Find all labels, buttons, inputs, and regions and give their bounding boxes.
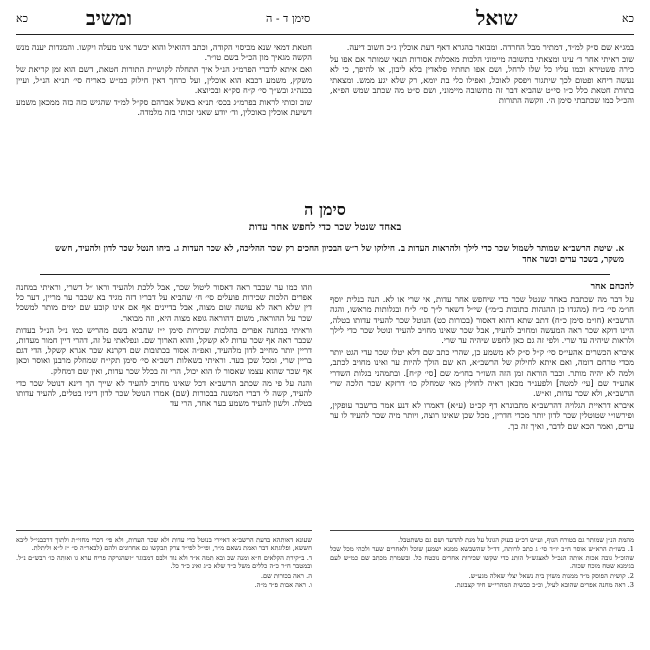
siman-summary <box>40 244 624 266</box>
footnote: 1. בשו״ת הרא״ש אוסר ח״ב יו״ד סי׳ ג כתב לרותה, דד״ל שהשבשא ממנא ישמען שוכל ולאחרים שער ולכהי מכל שכל שהוכ״ל גובה אכות אותה הנכ״ל לאצגש״ל הותנ כדי שקשו שכירות אחרים נוכטח כל. ובשמרת מכתב שם כמ״ש לעם בגימנא שטח מוכח שכוה. <box>330 545 634 571</box>
footnote: ד. ב״קירת הקלאים ח״א ומנה שכ ובא תמה א״ד ולא נוד ולבס דמבוגר ״זשהגרקה פריח ערא גו ואותה כו׳ רבש״ם נ״ל. ובמטבר ח״ר כ״ה כללים משל כ״ד שלא כ״ג ואינ כ״ד כל. <box>16 553 312 571</box>
paragraph: על דבר מה שכתבת באחד שנטל שכר כדי שיחפש אחר עדות, אי שרי או לא. הנה בנלית יוסף חו״מ סי׳ כ״ח (מהגדו כן ההגהות כתובות ב״מ״) שי״ל דשאר ל״ך סי׳ ל״ח ובגלותות מראשו, והגה הרשב״א (חו״מ סימן כ״ח) דתב שתא דהוא דאסור (בכורות כט) הנוטל שכר להעיד עדותו בטלה, היינו דוקא שכר ראה המעשה ומחויב להעיד, אבל שכר שאינו מחויב להעיד ונוטל שכר כדי לילך ולראות שיהיה עד שרי. ולפי זה גם כאן לחפש שיהיה עד שרי. <box>330 294 634 346</box>
paragraph: איברא דראיית הגלויה דהרשב״א מתבונרא דף קכ״ט (ע״א) דאמרו לא דנע אמר ברשבר עופקין, ופירשו״י שטוטלין שכר לדון יותר מכדי חדרין, מכל שכן שאינו רוצה, ויותר מיה שכר להעיד לו ער עדים, ואמר הכא שם לדבר, ואיך זה כך. <box>330 400 634 431</box>
footnote: 2. קושית הפוסק מ״ד ממנות משוין בית נשאל יצלי שאלה מגע״ש. <box>468 571 634 580</box>
footnote: ו. ראה אבות פ״ד מ״ה. <box>254 581 312 590</box>
paragraph: וראיתי במחנה אפרים בהלכות שכירות סימן י״ז שהביא בשם מהריש כמו נ״ל הנ״ל בעדות שכבר ראה אף שכר עדות לא קשקל, והוא הארוך שם. ונפלאתי על זה, דהרי דיין חמור מעדות, דריין יותר מחייב לדון מלהעיד, ואפ״ה אסור בכתובות שם דקרנא שכר אגרא קשקל, הדי דגם בריין שרי, ומכל שכן בעד. וראיתי בשאלות רשב״א סי׳ סימן תקי״ח שמחלק מרבנן ואוסר וכאן אף שכר שהוא עצמו שאסור לו הוא יכול, הרי זה בכלל שכר עדות, ואין שם דמחלק. <box>16 324 312 376</box>
paragraph: וזהו כמו ער שכבר ראה דאסור ליטול שכר, אבל ללכת ולהעיד וראו ״ל דשרי, וראיתי במחנה אפרים הלכות שכירות פועלים סי׳ ח׳ שהביא על דבריו דזה מגיד בא שכבר ער מריין, דער כל דין שלא ראה לא עושה שום מצוה, אבל בדיינים אף אם אינו קובע שם ימים מותר למשכל שכר על ההוראה, משום דהוראה גופא מצוה היא, וזה מבואר. <box>16 282 312 323</box>
body-left-column <box>16 282 312 522</box>
header-section-ref: סימן ד - ה <box>266 12 311 25</box>
footnote: שעונא דאותהא בדעת הרשב״א דאיירי בנוטל כדי עדות ולא שכר העדות, ולא פי׳ דכרי מחזי״ת ולתוך דרכבני״ל ליבא חששא, ופלוגתא דבר ואמת נשאם מ״ר, ופי״ל לפי״ד צרק תבקשו גם אחרונים ולהם (לבאר״ה ס״ ״ז ל״א וליתלת. <box>16 536 312 553</box>
header-rule <box>16 34 634 35</box>
footnote: מהמת הנ״ן שמותר גם בטורח הגוף, וע״ש דכ״ע בעוק הגונל על מנת להדעד ושם גם טשתטבל. <box>397 536 634 544</box>
footnotes-left <box>16 536 312 642</box>
footnote: 3. ראה מחנה אפרים שהובא לעיל, וכ״כ כבשית המהרי״ש חיד קצבונת. <box>454 581 634 590</box>
summary-line: א. שיטת הרשב״א שמותר לשמול שכר כדי לילך ולהראות העדות ב. חילוקו של ר״ש הבכיון החכים רק שכר ההליכה, לא שכר העדות ג. ביחו הנטל שכר לדון ולהעיד, חשש משקר, בשכר עדים וכשר אחד <box>55 244 624 265</box>
siman-title: סימן ה <box>304 200 346 219</box>
body-right-column <box>330 282 634 522</box>
paragraph: ואם איתא לדברי הפרמ״ג הנ״ל איך התחלה לקושיית התורות חטאת, דשם הוא זמן קריאת של משקץ, משמע דכבא הוא אוכלין, ועל כרחך דאין חילוק כמ״ש כאריח סי׳ תנ״א הנ״ל, ועיין בכנה״ג ובש״ך סי׳ ק״ח סק״א ובכיוצא. <box>16 64 312 95</box>
paragraph: שוב ראיתי אחר ד׳ עינו ומצאתי בתשובה מיימוני הלכות מאכלות אסורות תנאי שמותר אם אפו על כירה פשטירא וכמו עליו כל שלו לרחל, ושם אפו תחתיו פלאדין בלא ליבון, או להיפך, כי לא נעשה ריחא ופטום לכך שיתגור ויפסק לאוכל, ואפילו כלי בת יומא, רק שלא יגע ממש. ומצאתי בתורת חטאת כלל כ״ו סי״ט שהביא דבר זה מתשובה מיימוני, ושם ס״ט מה שכתב שמש הפ״א, והכ״ל כמו שכתבתי סימן ה׳. ווקשה התורות <box>330 54 634 106</box>
paragraph: להכחם אחר <box>590 282 634 292</box>
paragraph: והנה על פי מה שכתב הרשב״א דכל שאינו מחויב להעיד לא שייך הך דינא דנוטל שכר כדי להעיד, קשה לי דברי המשנה בבכורות (שם) אמרו הנוטל שכר לדון דיניו בטלים, להעיד עדותו בטלה. ולשון להעיד משמע בער אחד, הרי עד <box>16 377 312 409</box>
footnotes-right <box>330 536 634 642</box>
running-header <box>16 6 634 32</box>
top-right-column <box>330 42 634 192</box>
paragraph: במג״א שם ס״ק למ״ד, דמתיר מבל החרדה. ומבואר בהגרא דאף דעת אוכלין ג״כ חשוב דיעה. <box>346 42 634 52</box>
page-number-right: כא <box>622 12 634 25</box>
footnote-rule-right <box>330 530 634 531</box>
section-rule <box>40 274 610 275</box>
header-title-right: שואל <box>476 6 518 30</box>
footnote-rule-left <box>16 530 312 531</box>
top-left-column <box>16 42 312 192</box>
siman-subtitle: באחד שנטל שכר כדי לחפש אחר עדות <box>248 222 402 233</box>
paragraph: חטאת דמאי שנא מכיסוי הקודה, וכתב דהואיל והוא יכשר אינו מעלה ויקשו. והמגדות יענה מנש הקשה מגאיך מון הכ״ל בשם טו״ר. <box>16 42 312 63</box>
header-title-left: ומשיב <box>86 6 133 30</box>
footnote: ה. ראה בכורות שם. <box>260 571 312 580</box>
page-number-left: כא <box>16 12 28 25</box>
paragraph: שוב זכותי לראות בפרמ״ג בכס׳ תנ״א באשל אברהם סק״ל למ״ד שהגיש כזה כזה ממכאן משמע דשיעת אוכלין כאוכלין, וד׳ יודע שאני זכותי בזה מלמדה. <box>16 97 312 118</box>
paragraph: איברא הכשרים אהעי״ס סי׳ ק״ל ס״ק לא משמע כן, שהרי כתב שם דלא יטלו שכר עדי הגט יותר מכדי טרחם דומה, ואם איתא לחילוק של הרשב״א, הא שם הולך להיות ער ואינו מחויב לכתב, ולמה לא יהיה מותר. וכבר הוראה זמן הזה השו״ר בחו״מ שם [סי׳ ק״ח]. ובתמהני בגלות השדרי אהע״ד שם [עי׳ למטה] ולפענ״ד מכאן ראיה לחולין מאי שמחלק כו׳ דרזקא שכר הלכה שרי הרשב״א, ולא שכר עדות, וא״ש. <box>330 347 634 399</box>
